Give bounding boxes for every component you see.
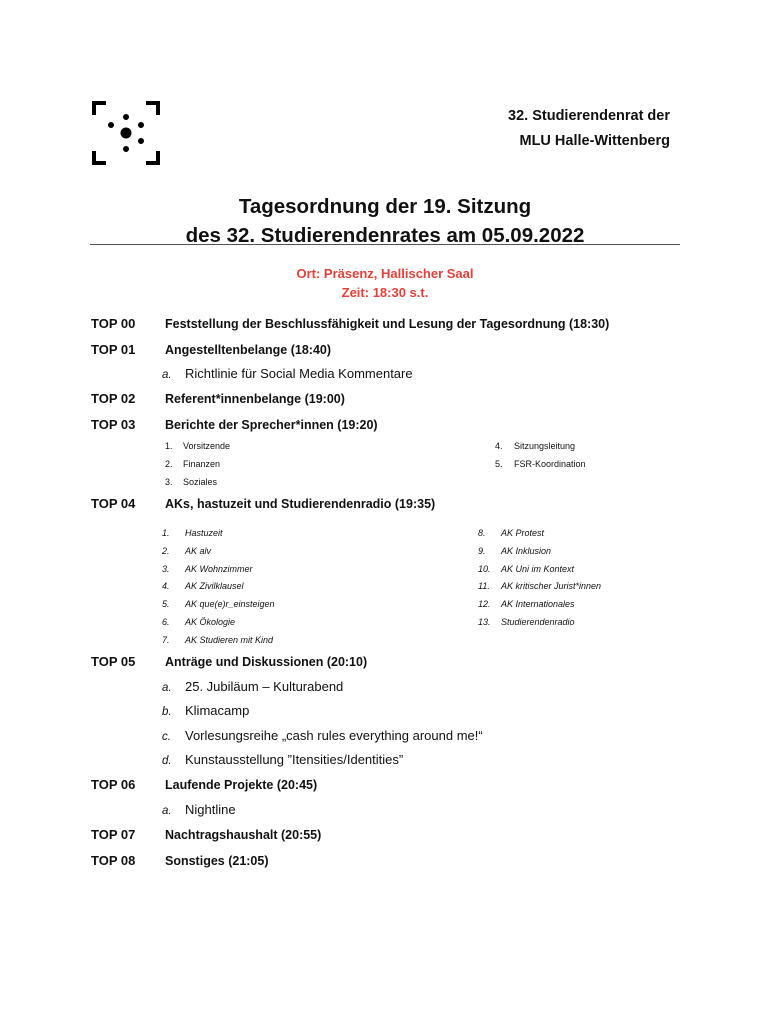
list-item-number: 3. [162, 564, 170, 574]
list-item-text: AK Ökologie [185, 617, 236, 627]
list-item-number: 1. [165, 441, 173, 451]
agenda-item-title: Referent*innenbelange (19:00) [165, 392, 345, 406]
agenda-item-id: TOP 07 [91, 827, 136, 842]
agenda-item-id: TOP 05 [91, 654, 136, 669]
agenda-item-title: Anträge und Diskussionen (20:10) [165, 655, 368, 669]
list-item-number: 7. [162, 635, 170, 645]
subitem-text: Kunstausstellung ”Itensities/Identities” [185, 752, 404, 767]
subitem-text: Richtlinie für Social Media Kommentare [185, 366, 413, 381]
agenda-item-id: TOP 02 [91, 391, 136, 406]
list-item-number: 3. [165, 477, 173, 487]
list-item-text: Hastuzeit [185, 528, 223, 538]
agenda-item-id: TOP 00 [91, 316, 136, 331]
agenda-item-title: Feststellung der Beschlussfähigkeit und Lesung der Tagesordnung (18:30) [165, 317, 610, 331]
list-item-text: AK Internationales [501, 599, 575, 609]
agenda-item-id: TOP 06 [91, 777, 136, 792]
list-item-number: 4. [162, 581, 170, 591]
agenda-item-title: Nachtragshaushalt (20:55) [165, 828, 322, 842]
subitem-text: 25. Jubiläum – Kulturabend [185, 679, 344, 694]
list-item-text: AK que(e)r_einsteigen [185, 599, 275, 609]
title-line-2: des 32. Studierendenrates am 05.09.2022 [185, 224, 585, 247]
agenda-item-title: Sonstiges (21:05) [165, 854, 269, 868]
agenda-item-title: AKs, hastuzeit und Studierendenradio (19:35) [165, 497, 436, 511]
list-item-number: 2. [165, 459, 173, 469]
subitem-label: a. [162, 682, 172, 694]
subitem-text: Vorlesungsreihe „cash rules everything around me!“ [185, 728, 483, 743]
list-item-number: 13. [478, 617, 491, 627]
subitem-label: a. [162, 805, 172, 817]
agenda-item-title: Angestelltenbelange (18:40) [165, 343, 332, 357]
subitem-label: a. [162, 369, 172, 381]
meeting-time: Zeit: 18:30 s.t. [341, 285, 429, 300]
agenda-item-id: TOP 08 [91, 853, 136, 868]
list-item-text: AK Zivilklausel [185, 581, 244, 591]
subitem-label: b. [162, 706, 172, 718]
list-item-text: FSR-Koordination [514, 459, 586, 469]
list-item-text: AK alv [185, 546, 212, 556]
list-item-text: AK Uni im Kontext [501, 564, 575, 574]
list-item-text: AK Wohnzimmer [185, 564, 253, 574]
list-item-text: AK Protest [501, 528, 545, 538]
list-item-number: 1. [162, 528, 170, 538]
organization-line-1: 32. Studierendenrat der [508, 108, 670, 124]
subitem-label: d. [162, 755, 172, 767]
list-item-text: Sitzungsleitung [514, 441, 576, 451]
list-item-number: 2. [162, 546, 170, 556]
list-item-text: AK Studieren mit Kind [185, 635, 274, 645]
list-item-text: Finanzen [183, 459, 221, 469]
list-item-text: AK Inklusion [501, 546, 552, 556]
list-item-number: 11. [478, 581, 490, 591]
list-item-number: 10. [478, 564, 491, 574]
list-item-text: Vorsitzende [183, 441, 231, 451]
list-item-text: Soziales [183, 477, 218, 487]
list-item-number: 5. [495, 459, 503, 469]
agenda-item-title: Berichte der Sprecher*innen (19:20) [165, 418, 378, 432]
list-item-text: Studierendenradio [501, 617, 575, 627]
list-item-number: 9. [478, 546, 486, 556]
agenda-item-id: TOP 03 [91, 417, 136, 432]
agenda-item-title: Laufende Projekte (20:45) [165, 778, 318, 792]
list-item-number: 6. [162, 617, 170, 627]
subitem-text: Nightline [185, 802, 236, 817]
list-item-number: 5. [162, 599, 170, 609]
agenda-item-id: TOP 01 [91, 342, 136, 357]
title-line-1: Tagesordnung der 19. Sitzung [238, 195, 532, 218]
list-item-number: 4. [495, 441, 503, 451]
subitem-text: Klimacamp [185, 703, 250, 718]
meeting-location: Ort: Präsenz, Hallischer Saal [296, 266, 474, 281]
list-item-number: 8. [478, 528, 486, 538]
subitem-label: c. [162, 731, 171, 743]
list-item-number: 12. [478, 599, 491, 609]
list-item-text: AK kritischer Jurist*innen [501, 581, 602, 591]
organization-line-2: MLU Halle-Wittenberg [519, 133, 670, 149]
agenda-item-id: TOP 04 [91, 496, 136, 511]
